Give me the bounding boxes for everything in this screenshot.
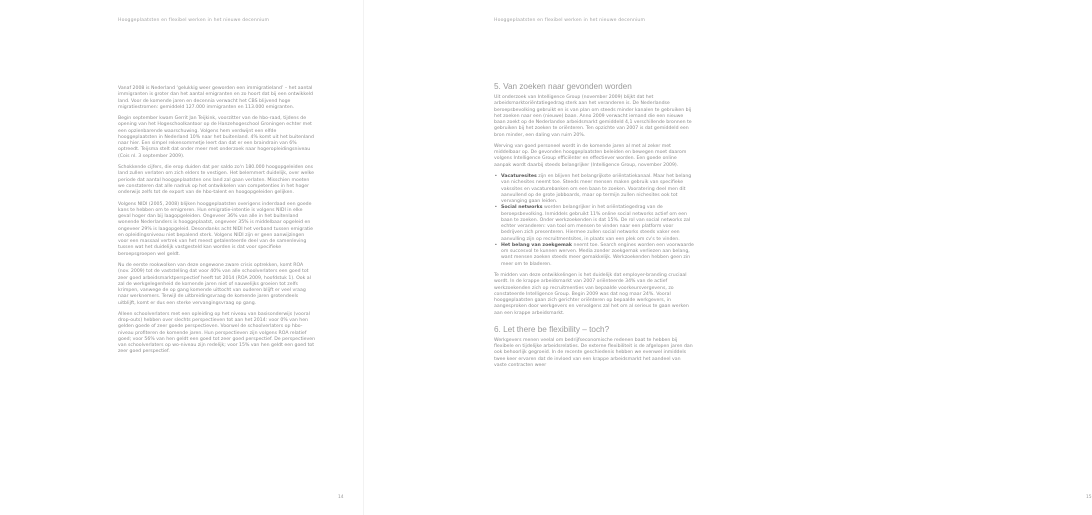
body-paragraph: Nu de eerste rookwolken van deze ongewone zware crisis optrekken, komt ROA (nov. 2009) tot de vaststelling dat voor 40% van alle schoolverlaters een goed tot zeer goed arbeidsmarktperspectief heeft tot 2014 (ROA 2009, hoofdstuk 1). Ook al zal de werkgelegenheid de komende jaren niet of nauwelijks groeien tot zelfs krimpen, vanwege de op gang komende uittocht van ouderen blijft er veel vraag naar werknemers. Terwijl de uitbreidingsvraag de komende jaren grotendeels uitblijft, komt er dus een sterke vervangingsvraag op gang. — [118, 263, 311, 306]
bullet-text: zijn en blijven het belangrijkste oriëntatiekanaal. Maar het belang van nichesites neemt toe. Steeds meer mensen maken gebruik van specifieke vakssites en vacaturebanken om een baan te zoeken. Vooratering deel men dit aanvullend op de grote jobboards, maar op termijn zullen nichesites ook tot vervanging gaan leiden. — [501, 174, 692, 205]
section-heading-6: 6. Let there be flexibility – toch? — [494, 324, 610, 334]
bullet-item — [494, 243, 694, 268]
bullet-item — [494, 205, 694, 243]
body-paragraph: Te midden van deze ontwikkelingen is het duidelijk dat employer-branding cruciaal wordt. In de krappe arbeidsmarkt van 2007 oriënteerde 34% van de actief werkzoekenden zich op recruitmenties van bepaalde voorkeursvergevens, zo constateerde Intelligence Group. Begin 2009 was dat nog maar 24%. Vooral hooggeplaatsten gaan zich gerichter oriënteren op bepaalde werkgevers, in aangesproken door werkgevers en vervolgens zal het om al serieus te gaan werken aan een krappe arbeidsmarkt. — [494, 273, 689, 316]
running-head-right: Hooggeplaatsten en flexibel werken in het nieuwe decennium — [494, 18, 646, 23]
left-text-column — [118, 86, 316, 361]
body-paragraph: Werkgevers menen veelal om bedrijfseconomische redenen baat te hebben bij flexibele en tijdelijke arbeidsrelaties. De externe flexibiliteit is de afgelopen jaren dan ook behoorlijk gegroeid. In de recente geschiedenis hebben we evenwel inmiddels twee keer ervaren dat de invloed van een krappe arbeidsmarkt het aandeel van vaste contracten weer — [494, 337, 693, 368]
section-heading-5: 5. Van zoeken naar gevonden worden — [494, 82, 632, 91]
body-paragraph: Uit onderzoek van Intelligence Group (november 2009) blijkt dat het arbeidsmarktoriëntatiegedrag sterk aan het veranderen is. De Nederlandse beroepsbevolking gebruikt en is van plan om steeds minder kanalen te gebruiken bij het zoeken naar een (nieuwe) baan. Anno 2009 verwacht iemand die een nieuwe baan zoekt op de Nederlandse arbeidsmarkt gemiddeld 4,1 verschillende bronnen te gebruiken bij het zoeken te oriënteren. Ten opzichte van 2007 is dat gemiddeld een bron minder, een daling van ruim 20%. — [494, 95, 692, 138]
body-paragraph: Begin september kwam Gerrit Jan Teijkink, voorzitter van de hbo-raad, tijdens de opening van het Hogeschoolkantoor op de Hanzehogeschool Groningen echter met een opzienbarende waarschuwing. Volgens hem verdwijnt een elfde hooggeplaatsten in Nederland 10% naar het buitenland. 4% komt uit het buitenland naar hier. Een simpel rekensommetje leert dan dat er een braindrain van 6% optreedt. Teijsma stelt dat onder meer met onderzoek naar hogeropleidingsniveau (Cois nl. 3 september 2009). — [118, 116, 314, 159]
left-page — [0, 0, 364, 515]
bullet-text: worden belangrijker in het oriëntatiegedrag van de beroepsbevolking. Inmiddels gebruikt 11% online social networks actief om een baan te zoeken. Onder werkzoekenden is dat 15%. De rol van social networks zal echter veranderen: van tool om mensen te vinden naar een platform voor bedrijven zich presenteren. Hiermee zullen social networks steeds vaker een aanvulling zijn op recruitmentsites, in plaats van een plek om cv's te vinden. — [501, 205, 691, 242]
body-paragraph: Volgens NIDI (2005, 2008) blijken hooggeplaatsten overigens inderdaad een goede kans te hebben om te emigreren. Hun emigratie-intentie is volgens NIDI in elke geval hoger dan bij laagopgeleiden. Ongeveer 36% van alle in het buitenland wonende Nederlanders is hooggeplaatst, ongeveer 35% is middelbaar opgeleid en ongeveer 29% is laagopgeleid. Desondanks acht NIDI het verband tussen emigratie en opleidingsniveau niet bepalend sterk. Volgens NIDI zijn er geen aanwijzingen voor een massaal vertrek van het meest getalenteerde deel van de samenleving tussen wat het duidelijk vastgesteld kan worden is dat voor specifieke beroepsgroepen wel geldt. — [118, 201, 314, 257]
bullet-text: neemt toe. Search engines worden een voorwaarde om succesvol te kunnen werven. Media zonder zoekgemak verliezen aan belang, want mensen zoeken steeds meer gemakkelijk. Werkzoekenden hebben geen zin meer om te bladeren. — [501, 242, 694, 267]
bullet-keyword: Social networks — [501, 205, 543, 211]
body-paragraph: Werving van goed personeel wordt in de komende jaren al met al zeker met middelbaar op. De gevonden hooggeplaatsten beleiden en bewegen moet daarom volgens Intelligence Group efficiënter en effectiever worden. Een goede online aanpak wordt daarbij steeds belangrijker (Intelligence Group, november 2009). — [494, 143, 687, 168]
bullet-item — [494, 174, 694, 205]
bullet-list — [494, 174, 694, 268]
body-paragraph: Alleen schoolverlaters met een opleiding op het niveau van basisonderwijs (vooral drop-outs) hebben over slechts perspectieven tot aan het 2014: voor 0% van hen gelden goede of zeer goede perspectieven. Voorwel de schoolverlaters op hbo-niveau profiteren de komende jaren. Hun perspectieven zijn volgens ROA relatief goed; voor 56% van hen geldt een goed tot zeer goed perspectief. De perspectieven van schoolverlaters op wo-niveau zijn redelijk; voor 15% van hen geldt een goed tot zeer goed perspectief. — [118, 311, 316, 355]
body-paragraph: Vanaf 2008 is Nederland ‘gelukkig weer geworden een immigratieland’ – het aantal immigranten is groter dan het aantal emigranten en zo hoort dat bij een ontwikkeld land. Voor de komende jaren en decennia verwacht het CBS blijvend hoge migratiestromen: gemiddeld 127.000 immigranten en 113.000 emigranten. — [118, 86, 313, 110]
running-head-left: Hooggeplaatsten en flexibel werken in het nieuwe decennium — [118, 18, 270, 23]
body-paragraph: Schokkende cijfers, die erop duiden dat per saldo zo'n 180.000 hoogopgeleiden ons land zullen verlaten om zich elders te vestigen. Het belemmert duidelijk, over welke periode dat aantal hooggeplaatsten ons land zal gaan verlaten. Misschien moeten we constateren dat alle nadruk op het ontwikkelen van competenties in het hoger onderwijs zelfs tot de export van de hbo-talent en hoogopgeleiden gelijken. — [118, 165, 315, 196]
page-number-right: 15 — [1086, 495, 1092, 500]
right-text-column — [494, 82, 694, 374]
page-number-left: 14 — [338, 495, 344, 500]
bullet-keyword: Het belang van zoekgemak — [501, 242, 573, 248]
bullet-keyword: Vacaturesites — [501, 174, 537, 180]
right-page — [364, 0, 1092, 515]
